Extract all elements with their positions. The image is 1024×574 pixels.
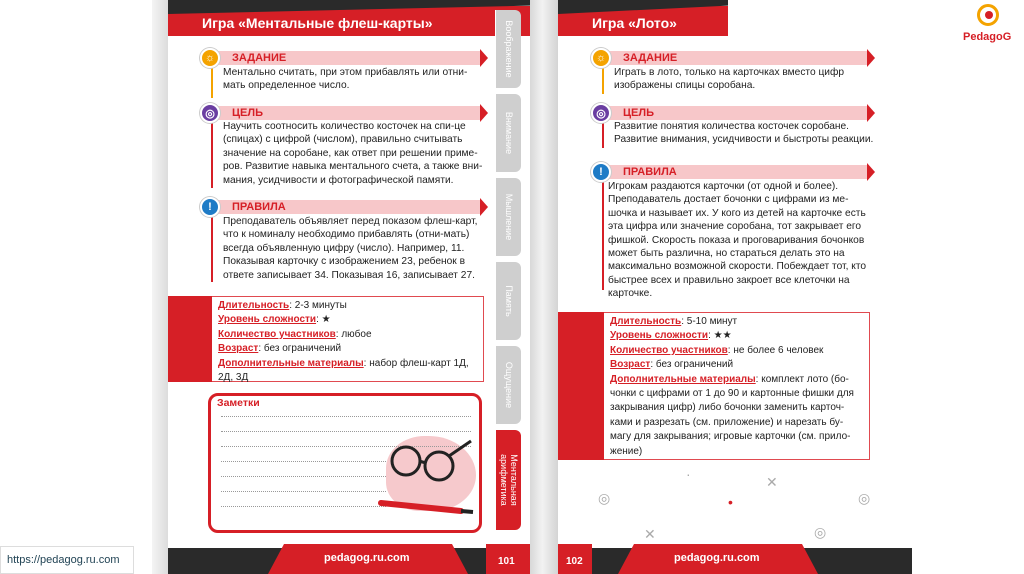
cross-decoration: ✕ xyxy=(644,526,656,542)
target-icon: ◎ xyxy=(200,103,220,123)
circle-decoration: ◎ xyxy=(814,524,827,540)
info-row: Дополнительные материалы: набор флеш-карт 1Д, 2Д, 3Д xyxy=(218,357,469,384)
info-row: Возраст: без ограничений xyxy=(610,359,734,371)
right-info-box xyxy=(604,312,870,460)
chevron-right-icon xyxy=(867,49,875,67)
rules-line xyxy=(211,212,213,282)
dot-decoration: · xyxy=(686,466,691,482)
tab-memory[interactable]: Память xyxy=(495,262,521,340)
right-task-bar xyxy=(603,51,869,65)
circle-decoration: ◎ xyxy=(598,490,611,506)
info-red-block xyxy=(558,312,604,460)
info-row: Уровень сложности: ★★ xyxy=(610,330,732,342)
left-goal-bar xyxy=(212,106,482,120)
task-line xyxy=(602,64,604,94)
task-label: ЗАДАНИЕ xyxy=(232,52,287,64)
info-row: Дополнительные материалы: комплект лото (бо-чонки с цифрами от 1 до 90 и картонные фишки для закрывания цифр) либо бочонки заменить карточ-ками и разрезать (см. приложение) и нарезать бу-магу для закрывания; игровые карточки (см. прило-жение) xyxy=(610,373,854,457)
exclamation-icon: ! xyxy=(200,197,220,217)
right-goal-text: Развитие понятия количества косточек соробане. Развитие внимания, усидчивости и быстроты реакции. xyxy=(614,121,874,146)
info-row: Возраст: без ограничений xyxy=(218,343,342,355)
tab-thinking[interactable]: Мышление xyxy=(495,178,521,256)
chevron-right-icon xyxy=(867,163,875,181)
right-footer xyxy=(558,540,912,574)
right-goal-bar xyxy=(603,106,869,120)
tab-attention[interactable]: Внимание xyxy=(495,94,521,172)
left-info-box xyxy=(212,296,484,382)
footer-url: pedagog.ru.com xyxy=(324,552,410,564)
rules-line xyxy=(602,178,604,290)
goal-label: ЦЕЛЬ xyxy=(232,107,263,119)
book-spine-shadow xyxy=(530,0,558,574)
rules-label: ПРАВИЛА xyxy=(623,166,677,178)
chevron-right-icon xyxy=(480,198,488,216)
left-rules-text: Преподаватель объявляет перед показом флеш-карт, что к номиналу необходимо прибавлять (отни-мать) всегда объявленную цифру (число). Например, 11. Показывая карточку с изображением 23, ребенок в ответе записывает 34. Показывая 16, записывает 27. xyxy=(223,216,478,281)
tab-mental-arithmetic[interactable]: Ментальная арифметика xyxy=(495,430,521,530)
left-title: Игра «Ментальные флеш-карты» xyxy=(202,15,433,31)
right-title: Игра «Лото» xyxy=(592,15,677,31)
tab-imagination[interactable]: Воображение xyxy=(495,10,521,88)
right-header xyxy=(558,0,912,40)
info-red-block xyxy=(168,296,212,382)
task-label: ЗАДАНИЕ xyxy=(623,52,678,64)
target-icon: ◎ xyxy=(591,103,611,123)
left-goal-text: Научить соотносить количество косточек на спи-це (спицах) с цифрой (числом), правильно считывать значение на соробане, как ответ при решении приме-ров. Развитие навыка ментального счета, а также вни-мания, усидчивости и фотографической памяти. xyxy=(223,121,483,186)
info-row: Длительность: 2-3 минуты xyxy=(218,300,347,311)
lightbulb-icon: ☼ xyxy=(591,48,611,68)
right-rules-bar xyxy=(603,165,869,179)
dot-decoration: • xyxy=(728,494,733,510)
right-task-text: Играть в лото, только на карточках вместо цифр изображены спицы соробана. xyxy=(614,67,845,92)
rules-label: ПРАВИЛА xyxy=(232,201,286,213)
info-row: Количество участников: не более 6 человек xyxy=(610,344,824,356)
info-row: Количество участников: любое xyxy=(218,328,372,340)
left-footer xyxy=(168,540,530,574)
circle-decoration: ◎ xyxy=(858,490,871,506)
goal-line xyxy=(211,118,213,188)
tab-sensation[interactable]: Ощущение xyxy=(495,346,521,424)
right-page xyxy=(558,0,912,574)
page-number: 101 xyxy=(498,556,515,567)
goal-label: ЦЕЛЬ xyxy=(623,107,654,119)
pedagog-logo[interactable] xyxy=(963,2,1019,46)
left-task-text: Ментально считать, при этом прибавлять или отни-мать определенное число. xyxy=(223,67,468,92)
left-header xyxy=(168,0,530,40)
notes-box xyxy=(208,393,482,533)
chevron-right-icon xyxy=(480,49,488,67)
info-row: Длительность: 5-10 минут xyxy=(610,316,738,327)
glasses-and-pen-icon xyxy=(371,431,481,521)
cross-decoration: ✕ xyxy=(766,474,778,490)
left-page xyxy=(168,0,530,574)
left-task-bar xyxy=(212,51,482,65)
source-link[interactable]: https://pedagog.ru.com xyxy=(0,546,134,574)
info-row: Уровень сложности: ★ xyxy=(218,314,331,326)
notes-title: Заметки xyxy=(217,397,260,409)
right-rules-text: Игрокам раздаются карточки (от одной и более). Преподаватель достает бочонки с цифрами из ме-шочка и называет их. У кого из детей на карточке есть эта цифра или значение соробана, тот закрывает его фишкой. Скорость показа и проговаривания бочонков может быть различна, но стараться делать это на максимально возможной скорости. Побеждает тот, кто быстрее всех и правильно закроет все клеточки на карточке. xyxy=(608,181,867,300)
footer-url: pedagog.ru.com xyxy=(674,552,760,564)
page-edge-shadow xyxy=(152,0,168,574)
left-rules-bar xyxy=(212,200,482,214)
page-number: 102 xyxy=(566,556,583,567)
logo-icon xyxy=(977,4,999,26)
task-line xyxy=(211,64,213,98)
lightbulb-icon: ☼ xyxy=(200,48,220,68)
exclamation-icon: ! xyxy=(591,162,611,182)
logo-text: PedagoG xyxy=(963,31,1012,43)
